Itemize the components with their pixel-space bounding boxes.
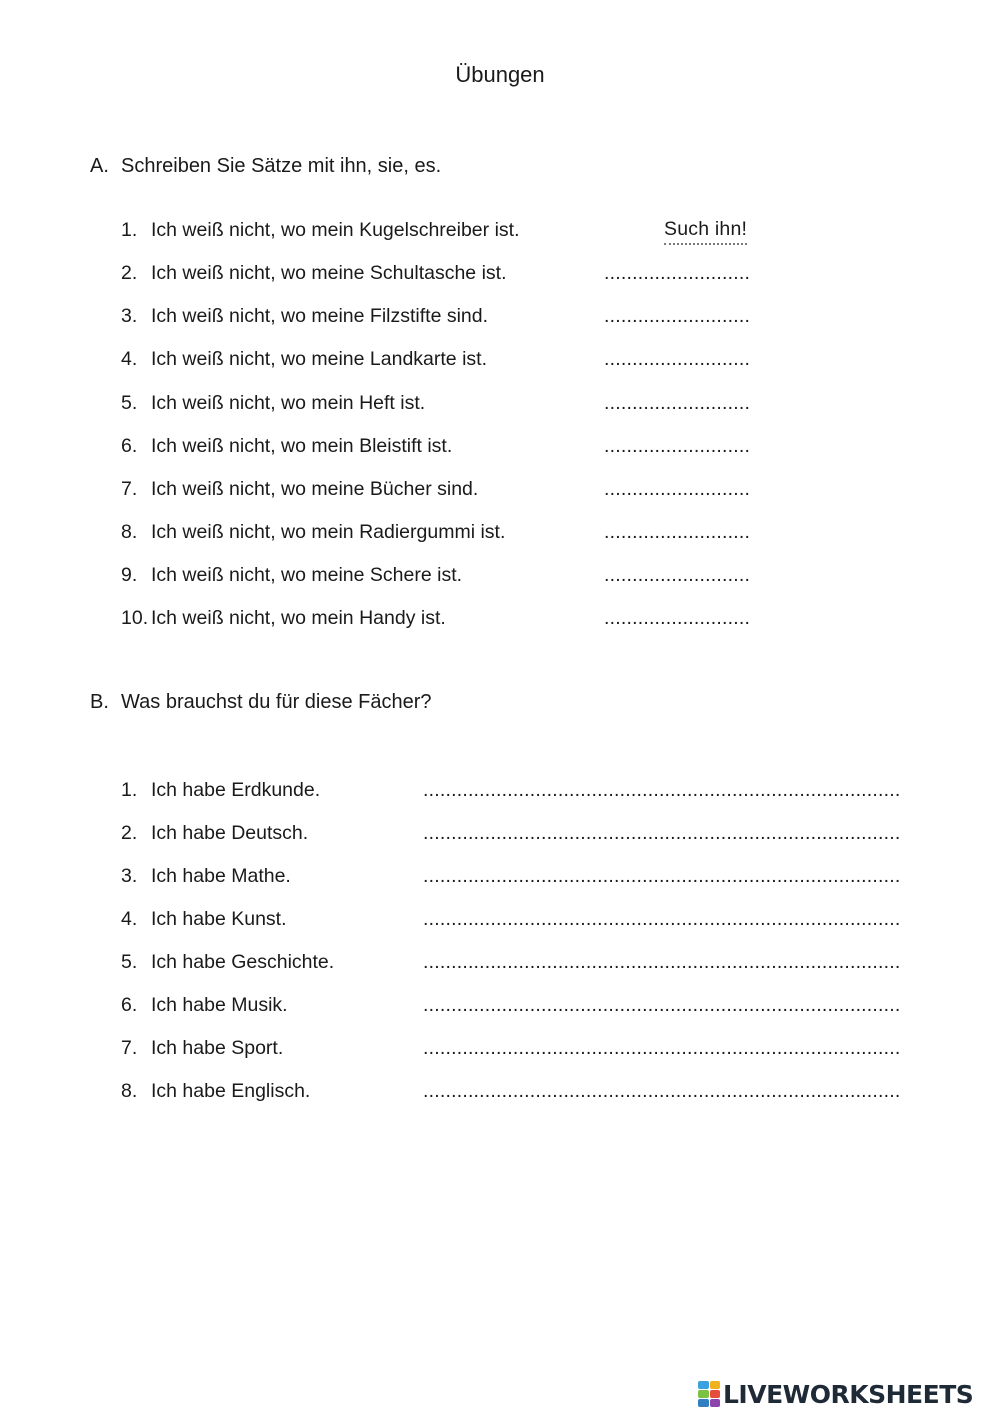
list-item [121, 1035, 283, 1061]
answer-field[interactable]: ..................................................................................... [423, 1037, 901, 1059]
item-sentence: Ich habe Deutsch. [151, 822, 309, 844]
section-a-letter: A. [90, 155, 109, 177]
answer-field[interactable]: .......................... [604, 305, 751, 327]
answer-field[interactable]: ..................................................................................... [423, 865, 901, 887]
item-sentence: Ich habe Geschichte. [151, 951, 335, 973]
item-number: 5. [121, 392, 138, 414]
item-sentence: Ich weiß nicht, wo meine Schultasche ist. [151, 262, 507, 284]
item-number: 8. [121, 1080, 138, 1102]
list-item [121, 260, 507, 286]
section-b-heading [90, 691, 432, 714]
answer-field[interactable]: .......................... [604, 262, 751, 284]
liveworksheets-logo [698, 1378, 973, 1410]
item-sentence: Ich weiß nicht, wo mein Heft ist. [151, 392, 426, 414]
item-sentence: Ich habe Sport. [151, 1037, 284, 1059]
item-number: 10. [121, 607, 149, 629]
item-number: 4. [121, 348, 138, 370]
item-sentence: Ich habe Erdkunde. [151, 779, 321, 801]
item-sentence: Ich habe Musik. [151, 994, 288, 1016]
answer-field[interactable]: ..................................................................................... [423, 951, 901, 973]
item-number: 3. [121, 305, 138, 327]
answer-field[interactable]: .......................... [604, 435, 751, 457]
list-item [121, 906, 287, 932]
item-number: 7. [121, 478, 138, 500]
example-answer: Such ihn! [664, 217, 747, 245]
item-sentence: Ich habe Mathe. [151, 865, 291, 887]
list-item [121, 303, 488, 329]
answer-field[interactable]: .......................... [604, 348, 751, 370]
list-item [121, 863, 291, 889]
answer-field[interactable]: ..................................................................................... [423, 1080, 901, 1102]
section-b-letter: B. [90, 691, 109, 713]
item-number: 2. [121, 822, 138, 844]
list-item [121, 820, 308, 846]
logo-icon [698, 1381, 720, 1407]
list-item [121, 476, 478, 502]
answer-field[interactable]: ..................................................................................... [423, 822, 901, 844]
item-number: 6. [121, 994, 138, 1016]
list-item [121, 605, 446, 631]
item-sentence: Ich weiß nicht, wo mein Bleistift ist. [151, 435, 453, 457]
item-number: 1. [121, 779, 138, 801]
item-number: 3. [121, 865, 138, 887]
item-number: 5. [121, 951, 138, 973]
list-item [121, 390, 425, 416]
answer-field[interactable]: ..................................................................................... [423, 779, 901, 801]
item-number: 4. [121, 908, 138, 930]
section-a-heading [90, 155, 441, 178]
item-number: 1. [121, 219, 138, 241]
item-number: 8. [121, 521, 138, 543]
item-number: 6. [121, 435, 138, 457]
list-item [121, 562, 462, 588]
item-sentence: Ich weiß nicht, wo mein Radiergummi ist. [151, 521, 506, 543]
item-sentence: Ich weiß nicht, wo meine Bücher sind. [151, 478, 479, 500]
section-a-title: Schreiben Sie Sätze mit ihn, sie, es. [121, 155, 442, 177]
list-item [121, 519, 505, 545]
list-item [121, 949, 334, 975]
answer-field[interactable]: .......................... [604, 607, 751, 629]
section-b-title: Was brauchst du für diese Fächer? [121, 691, 432, 713]
answer-field[interactable]: ..................................................................................... [423, 994, 901, 1016]
item-number: 2. [121, 262, 138, 284]
logo-text: LIVEWORKSHEETS [723, 1379, 974, 1409]
item-number: 7. [121, 1037, 138, 1059]
list-item [121, 217, 519, 243]
answer-field[interactable]: ..................................................................................... [423, 908, 901, 930]
item-sentence: Ich weiß nicht, wo meine Landkarte ist. [151, 348, 487, 370]
answer-field[interactable]: .......................... [604, 392, 751, 414]
item-sentence: Ich habe Kunst. [151, 908, 287, 930]
item-sentence: Ich habe Englisch. [151, 1080, 311, 1102]
item-sentence: Ich weiß nicht, wo mein Handy ist. [151, 607, 446, 629]
answer-field[interactable]: .......................... [604, 478, 751, 500]
answer-field[interactable]: .......................... [604, 564, 751, 586]
list-item [121, 346, 487, 372]
answer-field[interactable]: .......................... [604, 521, 751, 543]
item-sentence: Ich weiß nicht, wo meine Schere ist. [151, 564, 463, 586]
list-item [121, 1078, 310, 1104]
item-sentence: Ich weiß nicht, wo mein Kugelschreiber ist. [151, 219, 520, 241]
list-item [121, 777, 320, 803]
page-title: Übungen [455, 62, 545, 87]
list-item [121, 433, 452, 459]
item-number: 9. [121, 564, 138, 586]
item-sentence: Ich weiß nicht, wo meine Filzstifte sind. [151, 305, 489, 327]
list-item [121, 992, 288, 1018]
